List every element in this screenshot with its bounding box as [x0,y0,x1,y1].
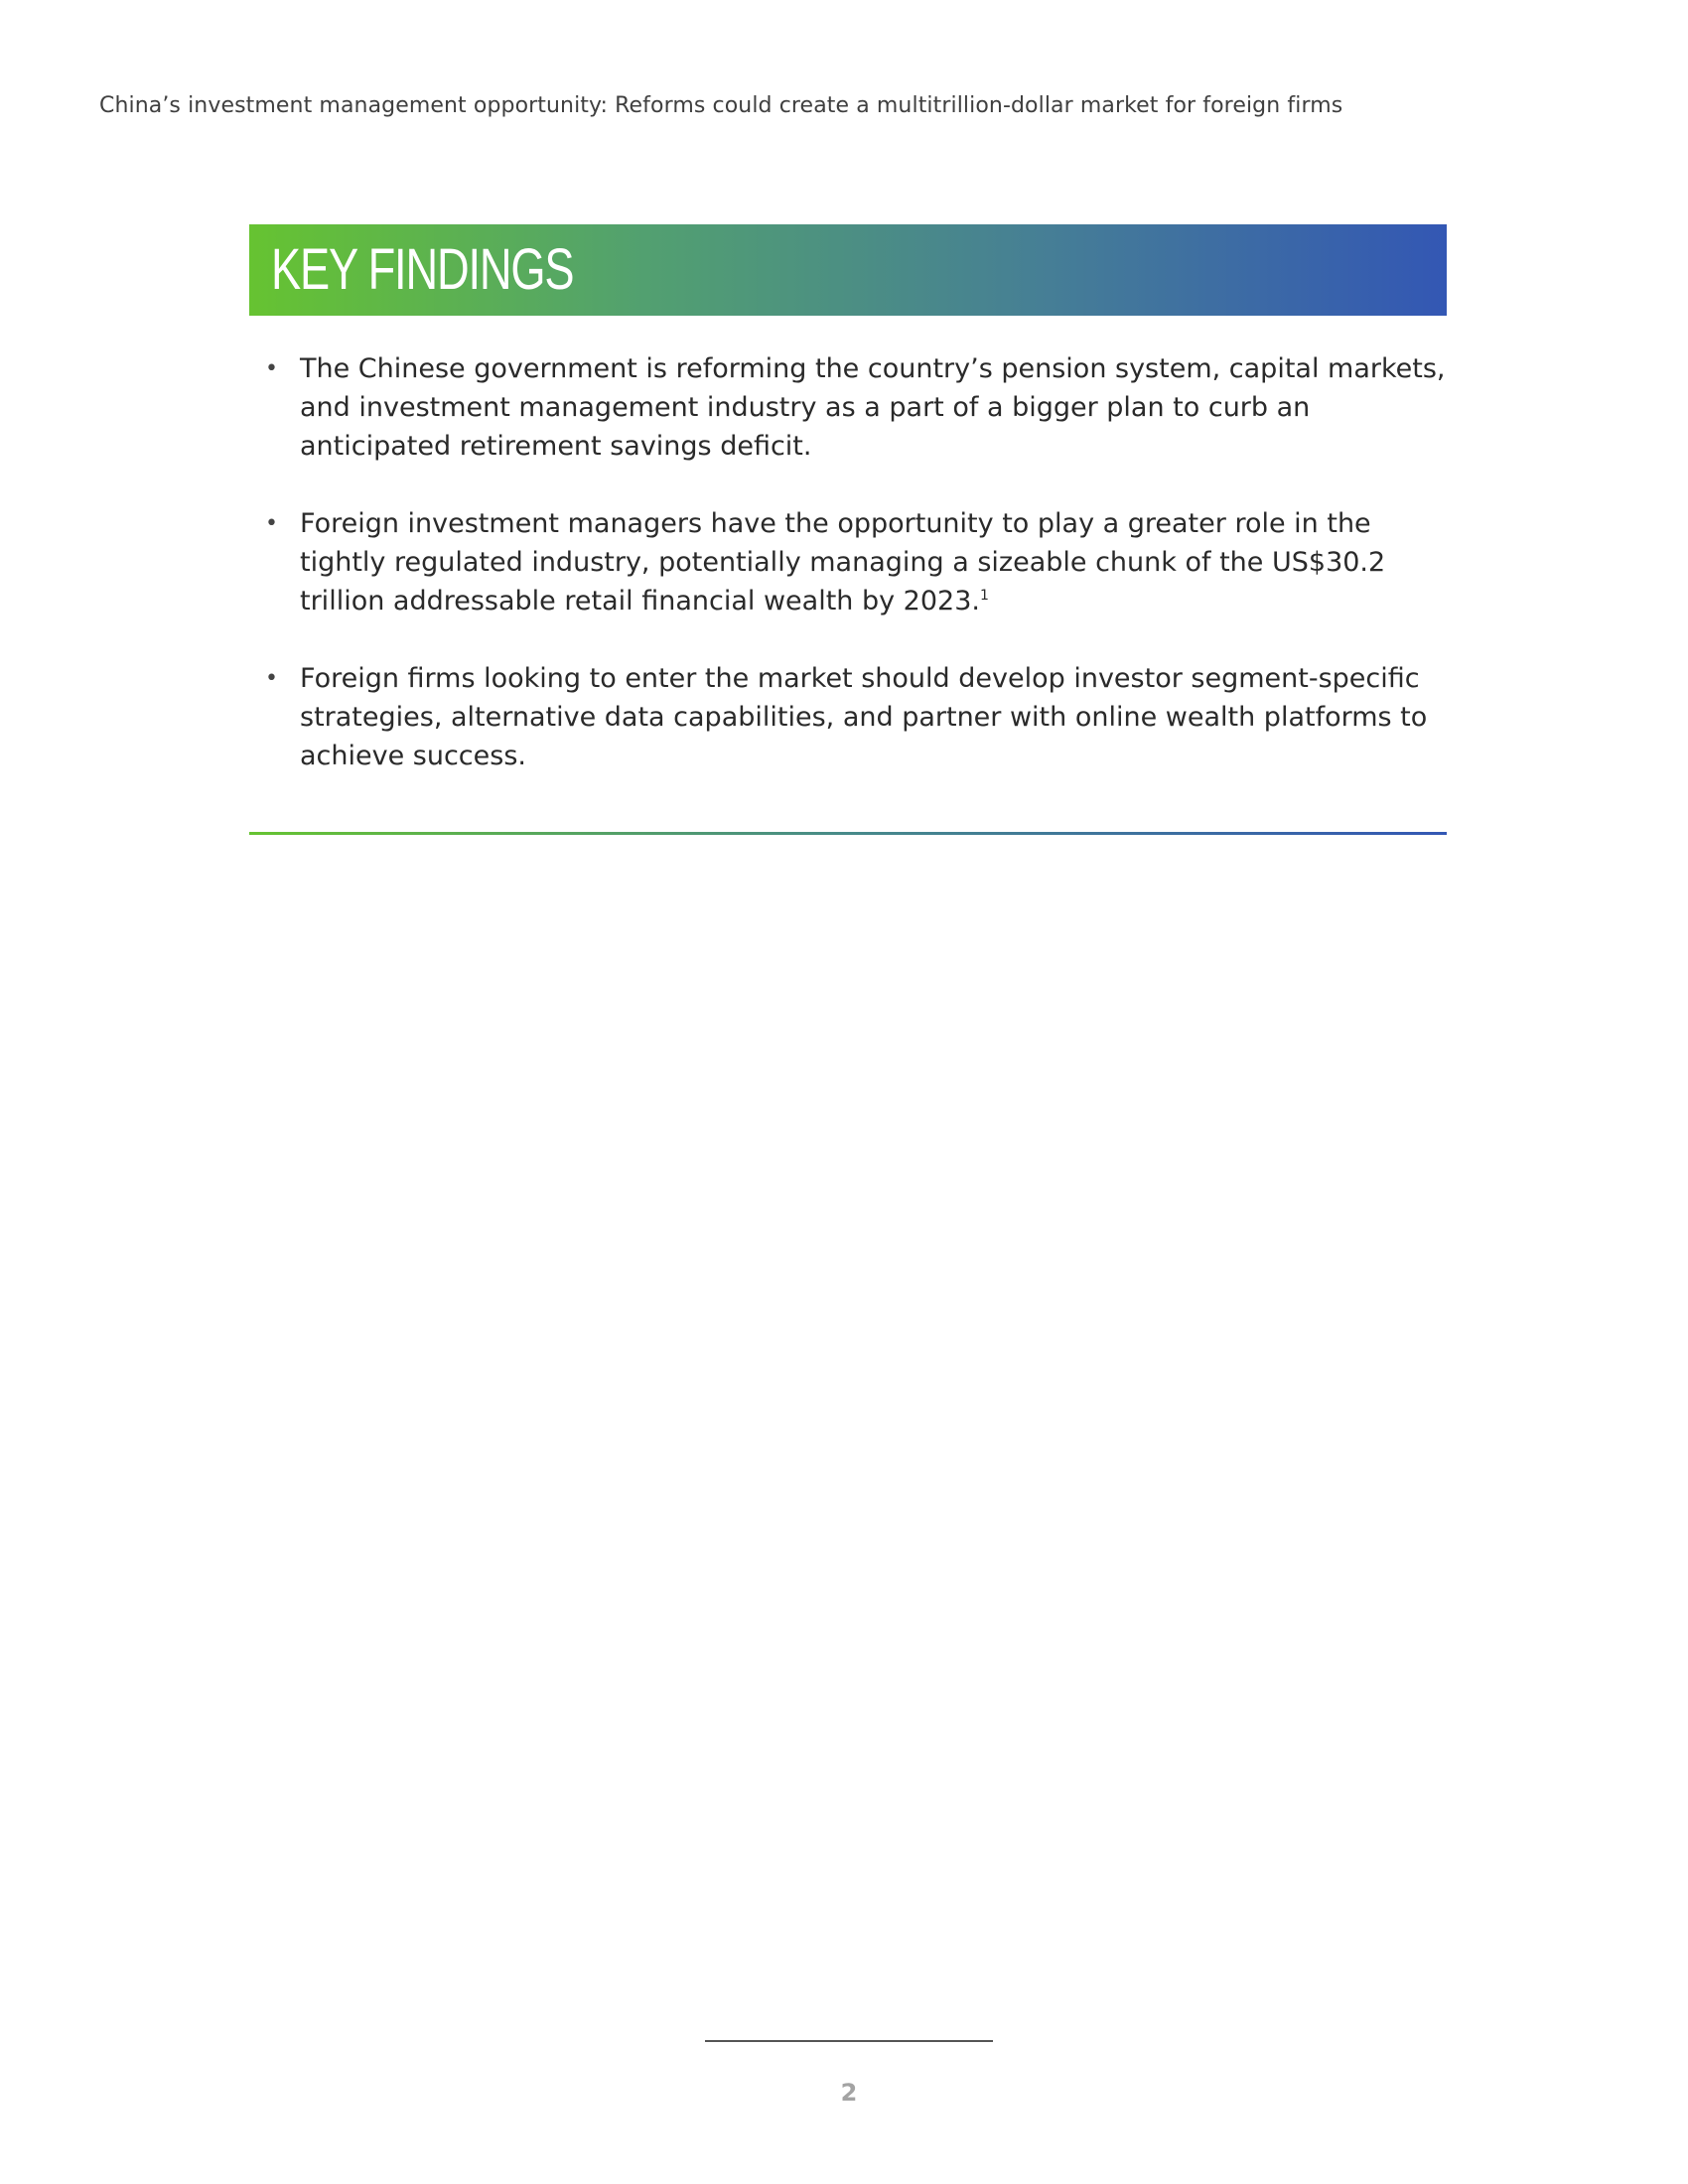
finding-text: Foreign investment managers have the opportunity to play a greater role in the tightly regulated industry, potentially managing a sizeable chunk of the US$30.2 trillion addressable retail financial wealth by 2023. [300,508,1386,616]
finding-text: The Chinese government is reforming the country’s pension system, capital markets, and investment management industry as a part of a bigger plan to curb an anticipated retirement savings deficit. [300,353,1446,462]
key-findings-list [249,349,1447,814]
footer-divider [705,2040,993,2042]
bullet-icon: • [265,511,278,536]
bullet-icon: • [265,666,278,691]
finding-item [249,349,1447,466]
section-divider [249,832,1447,835]
running-header-title: China’s investment management opportunity: Reforms could create a multitrillion-dollar market for foreign firms [99,93,1343,118]
finding-item [249,659,1447,775]
finding-item [249,504,1447,620]
key-findings-banner [249,224,1447,316]
page-number: 2 [840,2079,858,2107]
footnote-marker-link[interactable]: 1 [979,588,989,604]
finding-text: Foreign firms looking to enter the market should develop investor segment-specific strategies, alternative data capabilities, and partner with online wealth platforms to achieve success. [300,663,1428,771]
key-findings-title: KEY FINDINGS [271,237,574,302]
bullet-icon: • [265,356,278,381]
